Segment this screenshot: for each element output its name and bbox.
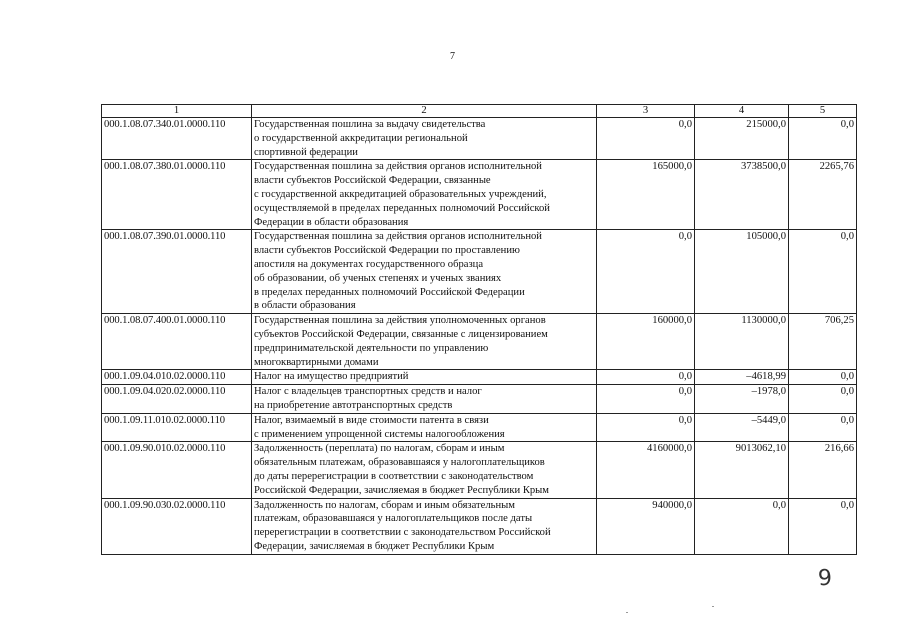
amount-col5-cell: 0,0 [789,385,857,414]
table-row [102,498,857,554]
budget-code-cell: 000.1.09.90.030.02.0000.110 [102,498,252,554]
amount-col3-cell: 160000,0 [597,314,695,370]
column-header-2: 2 [252,105,597,118]
column-header-3: 3 [597,105,695,118]
amount-col5-cell: 2265,76 [789,160,857,230]
budget-revenue-table [101,104,857,555]
revenue-name-cell: Налог, взимаемый в виде стоимости патента в связи с применением упрощенной системы налогообложения [252,413,597,442]
page-number: 7 [450,51,455,62]
revenue-name-cell: Государственная пошлина за действия органов исполнительной власти субъектов Российской Федерации, связанные с государственной аккредитацией образовательных учреждений, осуществляемой в пределах переданных полномочий Российской Федерации в области образования [252,160,597,230]
budget-code-cell: 000.1.08.07.380.01.0000.110 [102,160,252,230]
amount-col4-cell: 0,0 [695,498,789,554]
budget-code-cell: 000.1.09.90.010.02.0000.110 [102,442,252,498]
revenue-name-cell: Задолженность (переплата) по налогам, сборам и иным обязательным платежам, образовавшаяся у налогоплательщиков до даты перерегистрации в соответствии с законодательством Российской Федерации, зачисляемая в бюджет Республики Крым [252,442,597,498]
amount-col3-cell: 0,0 [597,230,695,314]
amount-col5-cell: 0,0 [789,498,857,554]
table-row [102,160,857,230]
budget-code-cell: 000.1.08.07.400.01.0000.110 [102,314,252,370]
table-row [102,118,857,160]
amount-col4-cell: –1978,0 [695,385,789,414]
revenue-name-cell: Государственная пошлина за действия уполномоченных органов субъектов Российской Федерации, связанные с лицензированием предпринимательской деятельности по управлению многоквартирными домами [252,314,597,370]
amount-col3-cell: 0,0 [597,413,695,442]
budget-code-cell: 000.1.09.04.020.02.0000.110 [102,385,252,414]
table-row [102,314,857,370]
amount-col5-cell: 0,0 [789,413,857,442]
amount-col5-cell: 0,0 [789,118,857,160]
amount-col3-cell: 165000,0 [597,160,695,230]
amount-col3-cell: 940000,0 [597,498,695,554]
amount-col4-cell: –5449,0 [695,413,789,442]
table-row [102,230,857,314]
amount-col3-cell: 0,0 [597,118,695,160]
column-header-1: 1 [102,105,252,118]
table-row [102,413,857,442]
column-header-5: 5 [789,105,857,118]
revenue-name-cell: Государственная пошлина за выдачу свидетельства о государственной аккредитации региональной спортивной федерации [252,118,597,160]
amount-col3-cell: 4160000,0 [597,442,695,498]
revenue-name-cell: Налог на имущество предприятий [252,370,597,385]
budget-code-cell: 000.1.08.07.390.01.0000.110 [102,230,252,314]
table-row [102,385,857,414]
amount-col4-cell: 3738500,0 [695,160,789,230]
revenue-name-cell: Налог с владельцев транспортных средств и налог на приобретение автотранспортных средств [252,385,597,414]
amount-col3-cell: 0,0 [597,370,695,385]
amount-col4-cell: 215000,0 [695,118,789,160]
handwritten-page-mark: 9 [817,565,833,592]
column-header-4: 4 [695,105,789,118]
table-header-row [102,105,857,118]
scan-speck [712,606,714,607]
table-row [102,370,857,385]
table-row [102,442,857,498]
amount-col4-cell: 9013062,10 [695,442,789,498]
amount-col3-cell: 0,0 [597,385,695,414]
amount-col4-cell: 1130000,0 [695,314,789,370]
amount-col4-cell: 105000,0 [695,230,789,314]
revenue-name-cell: Государственная пошлина за действия органов исполнительной власти субъектов Российской Федерации по проставлению апостиля на документах государственного образца об образовании, об ученых степенях и ученых званиях в пределах переданных полномочий Российской Федерации в области образования [252,230,597,314]
scan-speck [626,612,628,613]
amount-col4-cell: –4618,99 [695,370,789,385]
revenue-name-cell: Задолженность по налогам, сборам и иным обязательным платежам, образовавшаяся у налогоплательщиков после даты перерегистрации в соответствии с законодательством Российской Федерации, зачисляемая в бюджет Республики Крым [252,498,597,554]
amount-col5-cell: 216,66 [789,442,857,498]
amount-col5-cell: 0,0 [789,230,857,314]
budget-code-cell: 000.1.09.11.010.02.0000.110 [102,413,252,442]
amount-col5-cell: 706,25 [789,314,857,370]
budget-code-cell: 000.1.08.07.340.01.0000.110 [102,118,252,160]
amount-col5-cell: 0,0 [789,370,857,385]
budget-code-cell: 000.1.09.04.010.02.0000.110 [102,370,252,385]
